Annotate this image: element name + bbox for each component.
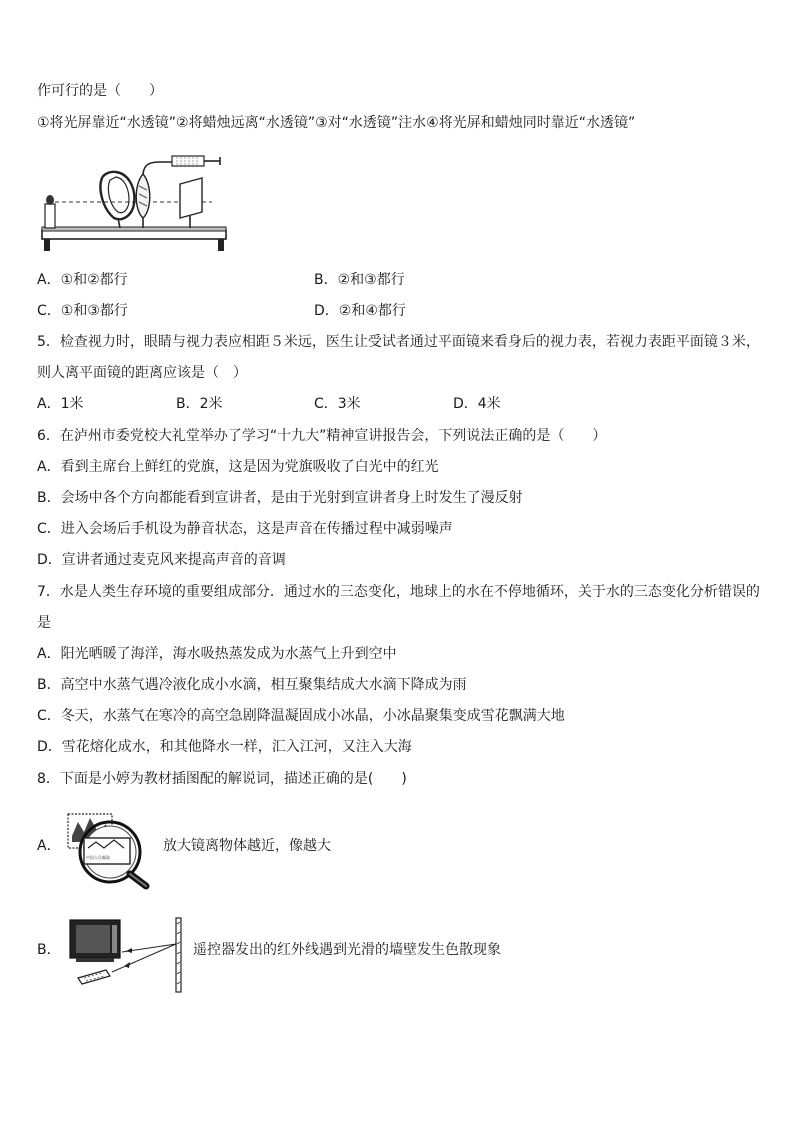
q5-stem-line1: 5．检查视力时，眼睛与视力表应相距５米远，医生让受试者通过平面镜来看身后的视力表，若视力表距平面镜３米，: [37, 334, 760, 350]
optical-bench-icon: [40, 148, 230, 253]
q4-stem-tail: 作可行的是（ ）: [37, 83, 163, 99]
q8-option-b-label: B．: [37, 942, 61, 958]
q5-option-c: C．3米: [314, 396, 361, 412]
q4-option-c: C．①和③都行: [37, 303, 128, 319]
q8-stem: 8．下面是小婷为教材插图配的解说词，描述正确的是( ): [37, 771, 407, 787]
q4-option-b: B．②和③都行: [314, 272, 405, 288]
q8-option-b-text: 遥控器发出的红外线遇到光滑的墙壁发生色散现象: [193, 942, 501, 958]
q5-option-d: D．4米: [453, 396, 501, 412]
q5-option-a: A．1米: [37, 396, 84, 412]
q8-option-a-text: 放大镜离物体越近，像越大: [163, 838, 331, 854]
q5-option-b: B．2米: [176, 396, 223, 412]
q7-option-c: C．冬天，水蒸气在寒冷的高空急剧降温凝固成小冰晶，小冰晶聚集变成雪花飘满大地: [37, 708, 565, 724]
magnifier-icon: [62, 808, 162, 890]
q6-stem: 6．在泸州市委党校大礼堂举办了学习“十九大”精神宣讲报告会，下列说法正确的是（ ）: [37, 428, 607, 444]
q7-option-b: B．高空中水蒸气遇冷液化成小水滴，相互聚集结成大水滴下降成为雨: [37, 677, 467, 693]
q7-option-a: A．阳光晒暖了海洋，海水吸热蒸发成为水蒸气上升到空中: [37, 646, 397, 662]
q4-operations: ①将光屏靠近“水透镜”②将蜡烛远离“水透镜”③对“水透镜”注水④将光屏和蜡烛同时靠近“水透镜”: [37, 115, 636, 131]
q7-stem-line2: 是: [37, 615, 51, 631]
tv-remote-icon: [66, 912, 190, 994]
stamp-text: 中国人民邮政: [86, 855, 110, 860]
q7-stem-line1: 7．水是人类生存环境的重要组成部分．通过水的三态变化，地球上的水在不停地循环，关于水的三态变化分析错误的: [37, 584, 760, 600]
q4-option-d: D．②和④都行: [314, 303, 406, 319]
q6-option-a: A．看到主席台上鲜红的党旗，这是因为党旗吸收了白光中的红光: [37, 459, 439, 475]
q8-option-a-label: A．: [37, 838, 61, 854]
q5-stem-line2: 则人离平面镜的距离应该是（ ）: [37, 365, 247, 381]
q6-option-c: C．进入会场后手机设为静音状态，这是声音在传播过程中减弱噪声: [37, 521, 453, 537]
q7-option-d: D．雪花熔化成水，和其他降水一样，汇入江河，又注入大海: [37, 739, 412, 755]
q6-option-b: B．会场中各个方向都能看到宣讲者，是由于光射到宣讲者身上时发生了漫反射: [37, 490, 523, 506]
q4-option-a: A．①和②都行: [37, 272, 128, 288]
q6-option-d: D．宣讲者通过麦克风来提高声音的音调: [37, 552, 286, 568]
